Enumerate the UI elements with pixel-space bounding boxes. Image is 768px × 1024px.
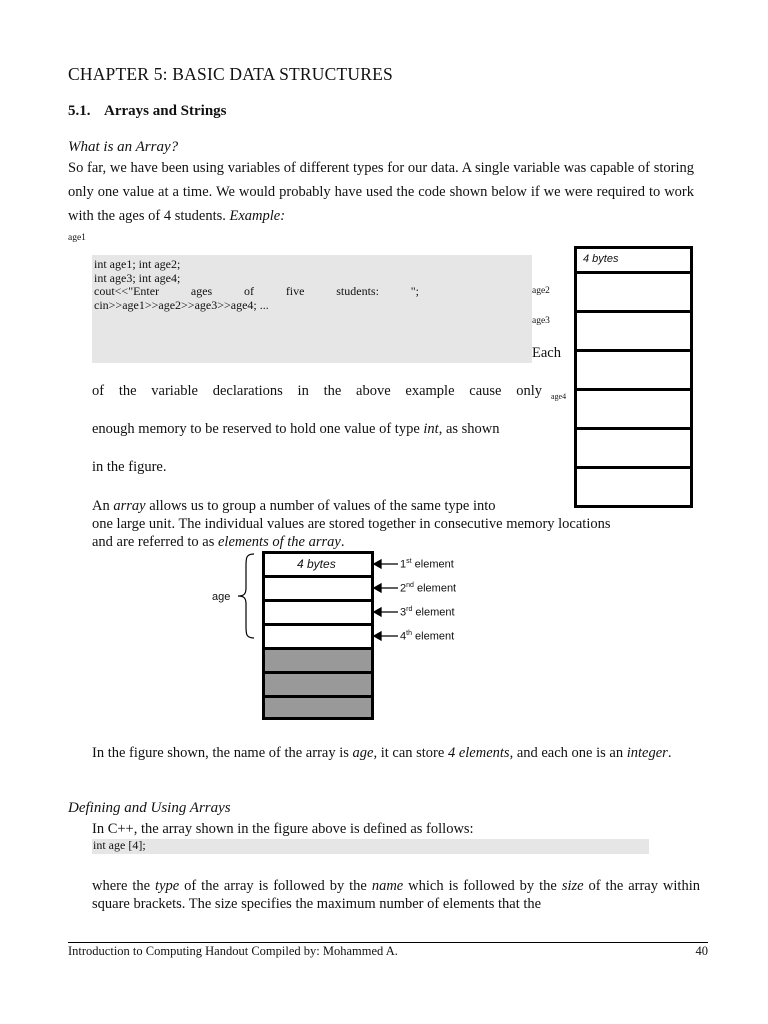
- element-label-3: 3rd element: [400, 606, 455, 619]
- code-line: int age3; int age4;: [94, 270, 181, 285]
- code-word: ";: [410, 284, 419, 298]
- element-label-2: 2nd element: [400, 582, 457, 595]
- section-title: Arrays and Strings: [104, 103, 227, 119]
- array-element-cell: [262, 599, 374, 626]
- brace-icon: [236, 552, 258, 640]
- intro-text: So far, we have been using variables of different types for our data. A single variable was capable of storing only one value at a time. We would probably have used the code shown below if we were required to work with the ages of 4 students.: [68, 160, 694, 224]
- array-intro-line-3: and are referred to as elements of the array.: [92, 534, 345, 550]
- code-word: ages: [190, 284, 213, 298]
- var-label-age4: age4: [551, 392, 567, 401]
- code-line-cout: [94, 285, 419, 299]
- code-line: int age1; int age2;: [94, 257, 181, 271]
- memory-cell: [574, 310, 693, 352]
- element-label-4: 4th element: [400, 630, 455, 643]
- section-number: 5.1.: [68, 103, 91, 119]
- array-bytes-label: 4 bytes: [297, 557, 336, 571]
- chapter-title: CHAPTER 5: BASIC DATA STRUCTURES: [68, 64, 393, 84]
- array-element-cell: [262, 551, 374, 578]
- memory-cell: [574, 427, 693, 469]
- var-label-age3: age3: [532, 316, 550, 326]
- memory-cell: [574, 349, 693, 391]
- text-each: Each: [532, 345, 561, 361]
- subheading-defining-arrays: Defining and Using Arrays: [68, 800, 231, 816]
- element-arrows: [372, 556, 400, 646]
- unused-memory-cell: [262, 647, 374, 674]
- memory-cell: [574, 466, 693, 508]
- page-number: 40: [695, 944, 708, 958]
- memory-cell: [574, 388, 693, 430]
- decl-line-1: of the variable declarations in the above example cause only: [92, 383, 542, 399]
- unused-memory-cell: [262, 671, 374, 698]
- decl-line-3: in the figure.: [92, 459, 167, 475]
- array-element-cell: [262, 575, 374, 602]
- page-footer: [68, 942, 708, 959]
- code-word: five: [285, 284, 305, 298]
- footer-text: Introduction to Computing Handout Compiled by: Mohammed A.: [68, 944, 398, 958]
- code-word: students:: [336, 284, 379, 298]
- unused-memory-cell: [262, 695, 374, 720]
- code-word: of: [244, 284, 255, 298]
- memory-cell: [574, 246, 693, 274]
- array-intro-line-1: An array allows us to group a number of values of the same type into: [92, 498, 496, 514]
- array-intro-line-2: one large unit. The individual values are stored together in consecutive memory locations: [92, 516, 611, 532]
- code-word: cout<<"Enter: [94, 284, 160, 298]
- element-label-1: 1st element: [400, 558, 454, 571]
- array-element-cell: [262, 623, 374, 650]
- code-block-variables: [92, 255, 532, 363]
- bytes-label: 4 bytes: [583, 253, 619, 265]
- subheading-what-is-array: What is an Array?: [68, 139, 179, 155]
- memory-cell: [574, 271, 693, 313]
- figure-caption: In the figure shown, the name of the array is age, it can store 4 elements, and each one is an integer.: [92, 745, 672, 761]
- code-block-array-def: int age [4];: [92, 839, 649, 854]
- intro-paragraph: [68, 156, 694, 228]
- defining-intro: In C++, the array shown in the figure above is defined as follows:: [92, 821, 474, 837]
- example-label: Example:: [229, 208, 286, 224]
- defining-paragraph: where the type of the array is followed by the name which is followed by the size of the array within square brackets. The size specifies the maximum number of elements that the: [92, 878, 700, 912]
- code-line: cin>>age1>>age2>>age3>>age4; ...: [94, 297, 269, 312]
- array-name-label: age: [212, 591, 231, 603]
- var-label-age2: age2: [532, 286, 550, 296]
- var-label-age1: age1: [68, 233, 86, 243]
- decl-line-2: enough memory to be reserved to hold one value of type int, as shown: [92, 421, 500, 437]
- section-heading: [68, 103, 227, 120]
